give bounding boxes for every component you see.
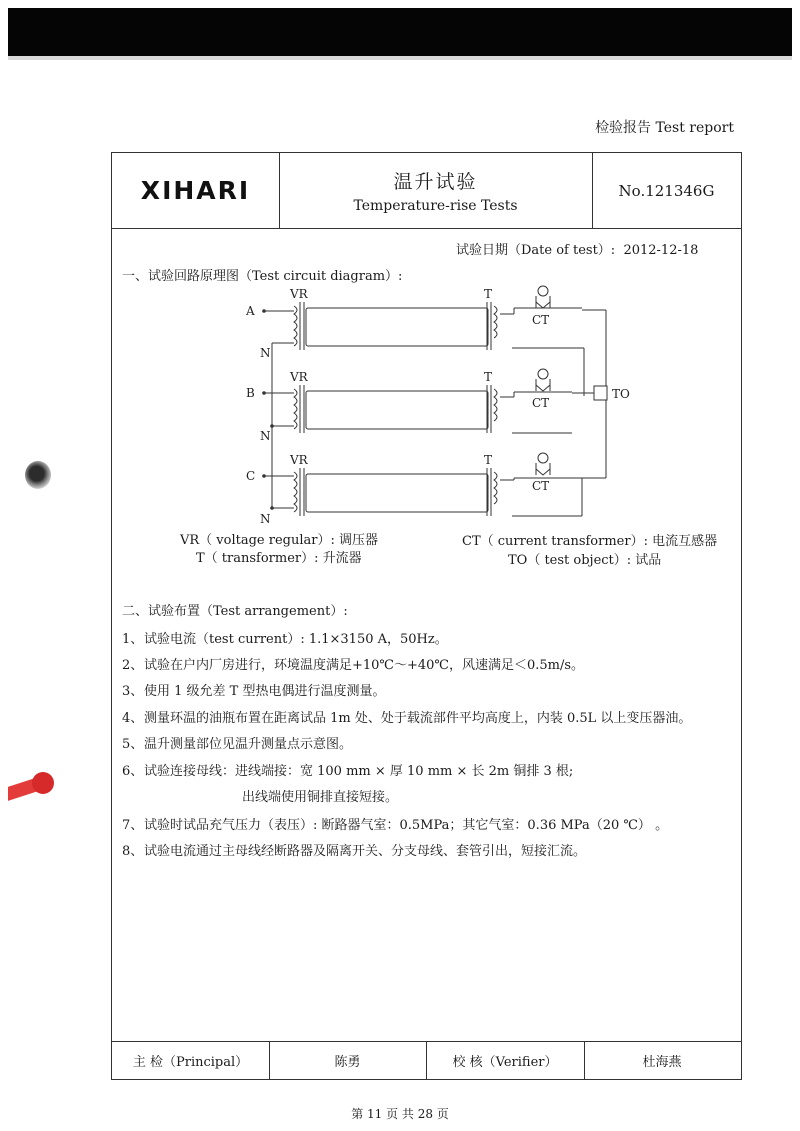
- test-circuit-diagram: [234, 278, 634, 528]
- vr-label-a: VR: [290, 287, 308, 301]
- vr-label-b: VR: [290, 370, 308, 384]
- report-type-label: 检验报告 Test report: [595, 120, 734, 136]
- t-label-c: T: [484, 453, 493, 467]
- to-label: TO: [612, 387, 630, 401]
- header-row: [112, 153, 741, 229]
- neutral-label-b: N: [260, 429, 271, 443]
- test-date-value: 2012-12-18: [623, 243, 699, 258]
- phase-a-label: A: [246, 304, 255, 318]
- principal-label: 主 检（Principal）: [112, 1042, 270, 1079]
- vr-label-c: VR: [290, 453, 308, 467]
- logo-cell: [112, 153, 280, 228]
- phase-c-label: C: [246, 469, 256, 483]
- arrangement-item-6: 6、试验连接母线：进线端接：宽 100 mm × 厚 10 mm × 长 2m 铜排 3 根;: [122, 764, 574, 779]
- principal-name: 陈勇: [269, 1042, 427, 1079]
- report-frame: [111, 152, 742, 1080]
- arrangement-item-5: 5、温升测量部位见温升测量点示意图。: [122, 737, 353, 752]
- arrangement-item-6-continued: 出线端使用铜排直接短接。: [242, 790, 399, 805]
- legend-ct: CT（ current transformer）: 电流互感器: [462, 534, 718, 549]
- phase-b-circuit: [294, 369, 572, 433]
- ct-label-a: CT: [532, 313, 550, 327]
- phase-b-label: B: [246, 386, 255, 400]
- page-number: 第 11 页 共 28 页: [351, 1107, 449, 1121]
- test-date-label: 试验日期（Date of test）:: [456, 243, 616, 258]
- arrangement-item-2: 2、试验在户内厂房进行，环境温度满足+10℃～+40℃，风速满足＜0.5m/s。: [122, 658, 585, 673]
- title-chinese: 温升试验: [393, 171, 478, 193]
- arrangement-item-8: 8、试验电流通过主母线经断路器及隔离开关、分支母线、套管引出，短接汇流。: [122, 844, 587, 859]
- section-circuit-title: 一、试验回路原理图（Test circuit diagram）:: [122, 269, 403, 284]
- section-arrangement-title: 二、试验布置（Test arrangement）:: [122, 604, 348, 619]
- signature-row: [112, 1041, 741, 1079]
- neutral-label-a: N: [260, 346, 271, 360]
- t-label-b: T: [484, 370, 493, 384]
- scan-top-edge: [8, 56, 792, 60]
- neutral-label-c: N: [260, 512, 271, 526]
- arrangement-item-1: 1、试验电流（test current）: 1.1×3150 A，50Hz。: [122, 632, 448, 647]
- company-logo: XIHARI: [140, 176, 251, 205]
- legend-to: TO（ test object）: 试品: [508, 553, 662, 568]
- ct-label-c: CT: [532, 479, 550, 493]
- title-english: Temperature-rise Tests: [353, 198, 518, 214]
- test-date: [456, 239, 698, 258]
- verifier-label: 校 核（Verifier）: [426, 1042, 585, 1079]
- legend-vr: VR（ voltage regular）: 调压器: [180, 533, 378, 548]
- verifier-name: 杜海燕: [642, 1055, 682, 1070]
- punch-hole: [25, 461, 51, 489]
- red-index-tab: [8, 772, 48, 796]
- arrangement-item-3: 3、使用 1 级允差 T 型热电偶进行温度测量。: [122, 684, 386, 699]
- report-number: No.121346G: [618, 181, 715, 200]
- t-label-a: T: [484, 287, 493, 301]
- arrangement-item-7: 7、试验时试品充气压力（表压）: 断路器气室：0.5MPa；其它气室：0.36 MPa（20 ℃） 。: [122, 818, 669, 833]
- legend-t: T（ transformer）: 升流器: [196, 551, 362, 566]
- title-cell: [279, 153, 593, 228]
- scan-top-bar: [8, 8, 792, 56]
- ct-label-b: CT: [532, 396, 550, 410]
- arrangement-item-4: 4、测量环温的油瓶布置在距离试品 1m 处、处于载流部件平均高度上，内装 0.5L 以上变压器油。: [122, 711, 692, 726]
